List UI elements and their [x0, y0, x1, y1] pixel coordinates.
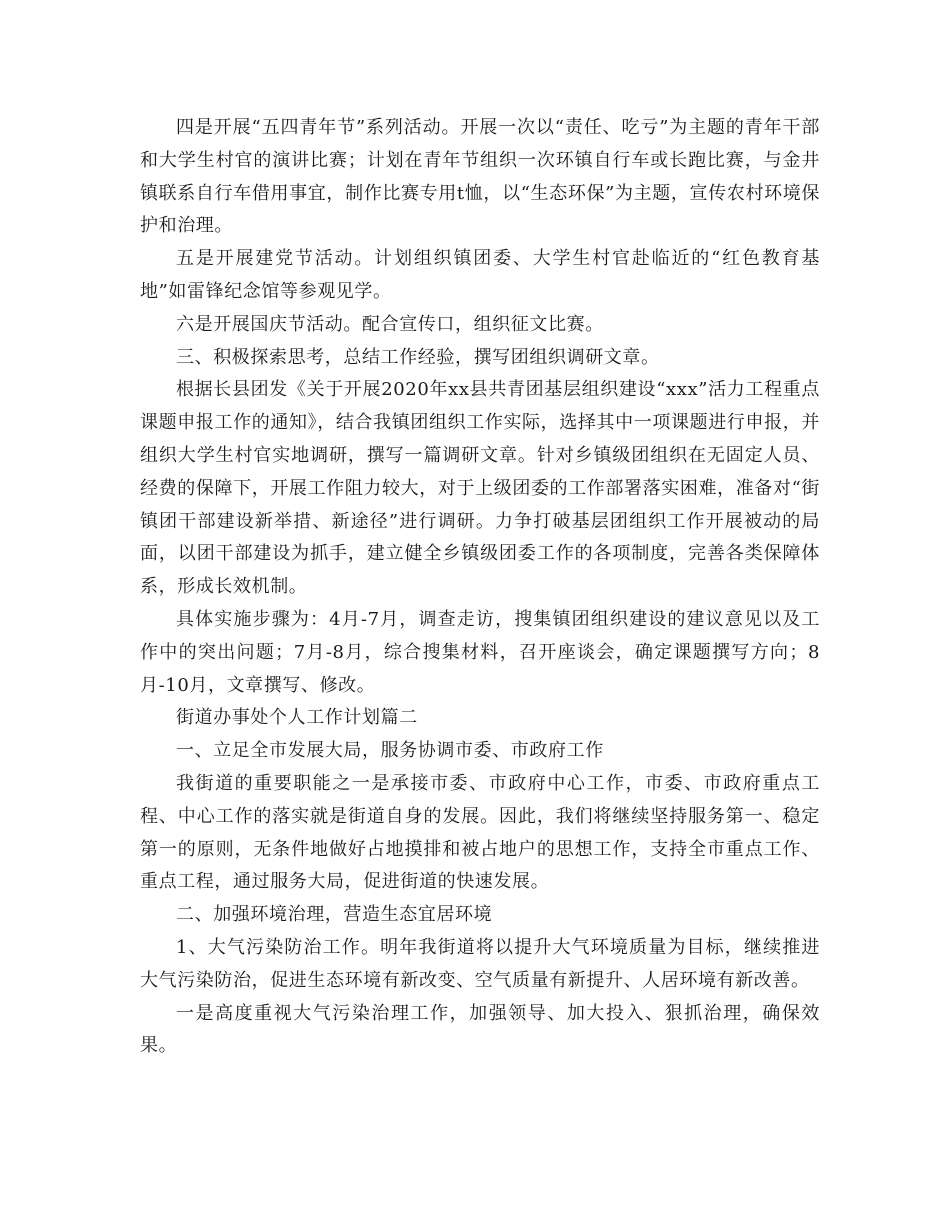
paragraph-research-plan: 根据长县团发《关于开展2020年xx县共青团基层组织建设“xxx”活力工程重点课题申报工作的通知》，结合我镇团组织工作实际，选择其中一项课题进行申报，并组织大学生村官实地调研，撰写一篇调研文章。针对乡镇级团组织在无固定人员、经费的保障下，开展工作阻力较大，对于上级团委的工作部署落实困难，准备对“街镇团干部建设新举措、新途径”进行调研。力争打破基层团组织工作开展被动的局面，以团干部建设为抓手，建立健全乡镇级团委工作的各项制度，完善各类保障体系，形成长效机制。 [140, 379, 820, 598]
paragraph-national-day-activities: 六是开展国庆节活动。配合宣传口，组织征文比赛。 [176, 313, 604, 335]
paragraph-street-functions: 我街道的重要职能之一是承接市委、市政府中心工作，市委、市政府重点工程、中心工作的落实就是街道自身的发展。因此，我们将继续坚持服务第一、稳定第一的原则，无条件地做好占地摸排和被占地户的思想工作，支持全市重点工作、重点工程，通过服务大局，促进街道的快速发展。 [140, 772, 820, 893]
section-heading-environment: 二、加强环境治理，营造生态宜居环境 [176, 904, 493, 926]
document-subtitle: 街道办事处个人工作计划篇二 [176, 707, 418, 729]
paragraph-youth-day-activities: 四是开展“五四青年节”系列活动。开展一次以“责任、吃亏”为主题的青年干部和大学生村官的演讲比赛；计划在青年节组织一次环镇自行车或长跑比赛，与金井镇联系自行车借用事宜，制作比赛专用t恤，以“生态环保”为主题，宣传农村环境保护和治理。 [140, 117, 820, 237]
paragraph-first-measure: 一是高度重视大气污染治理工作，加强领导、加大投入、狠抓治理，确保效果。 [140, 1002, 820, 1057]
section-heading-research: 三、积极探索思考，总结工作经验，撰写团组织调研文章。 [176, 346, 660, 368]
document-body [140, 112, 820, 1063]
paragraph-party-day-activities: 五是开展建党节活动。计划组织镇团委、大学生村官赴临近的“红色教育基地”如雷锋纪念馆等参观见学。 [140, 248, 820, 302]
paragraph-implementation-steps: 具体实施步骤为：4月-7月，调查走访，搜集镇团组织建设的建议意见以及工作中的突出问题；7月-8月，综合搜集材料，召开座谈会，确定课题撰写方向；8月-10月，文章撰写、修改。 [140, 608, 820, 696]
section-heading-overall-situation: 一、立足全市发展大局，服务协调市委、市政府工作 [176, 740, 604, 762]
paragraph-air-pollution: 1、大气污染防治工作。明年我街道将以提升大气环境质量为目标，继续推进大气污染防治，促进生态环境有新改变、空气质量有新提升、人居环境有新改善。 [140, 936, 820, 991]
